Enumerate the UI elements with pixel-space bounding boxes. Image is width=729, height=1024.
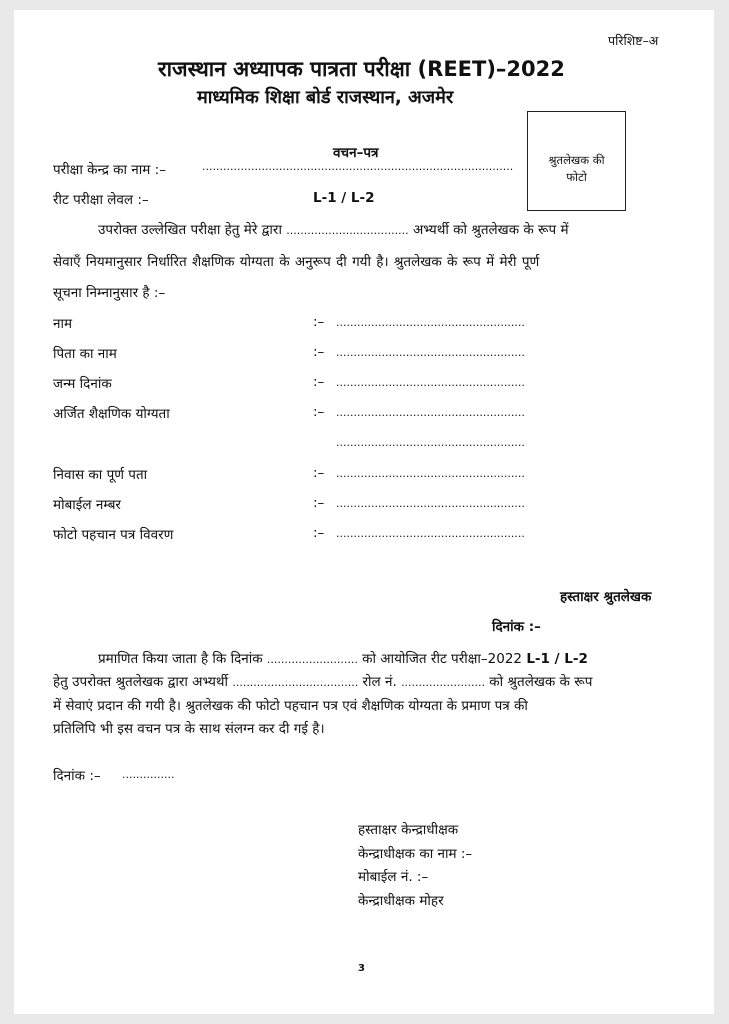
photo-box-line2: फोटो (566, 170, 587, 184)
field-label-name: नाम (53, 316, 73, 332)
field-separator: :– (313, 344, 325, 360)
level-value: L-1 / L-2 (313, 190, 375, 206)
document-subtitle: माध्यमिक शिक्षा बोर्ड राजस्थान, अजमेर (197, 87, 454, 108)
cert-line2-blank-roll: ........................ (401, 676, 485, 689)
cert-line4: प्रतिलिपि भी इस वचन पत्र के साथ संलग्न कर दी गई है। (53, 721, 325, 737)
appendix-label: परिशिष्ट–अ (608, 33, 659, 48)
cert-line2-c: को श्रुतलेखक के रूप (489, 674, 593, 690)
field-separator: :– (313, 374, 325, 390)
superintendent-signature: हस्ताक्षर केन्द्राधीक्षक (358, 822, 459, 838)
field-label-father-name: पिता का नाम (53, 346, 117, 362)
cert-line1-b: को आयोजित रीट परीक्षा–2022 (362, 651, 523, 667)
superintendent-name: केन्द्राधीक्षक का नाम :– (358, 846, 473, 862)
superintendent-mobile: मोबाईल नं. :– (358, 869, 429, 885)
intro-line1-b: अभ्यर्थी को श्रुतलेखक के रूप में (412, 222, 569, 238)
field-blank-dob: ...................................................... (336, 376, 525, 389)
field-label-qualification: अर्जित शैक्षणिक योग्यता (53, 406, 170, 422)
field-label-photo-id: फोटो पहचान पत्र विवरण (53, 527, 174, 543)
field-blank-mobile: ...................................................... (336, 497, 525, 510)
date-blank: ............... (122, 768, 175, 781)
intro-line1-a: उपरोक्त उल्लेखित परीक्षा हेतु मेरे द्वारा (98, 222, 282, 238)
field-blank-name: ...................................................... (336, 316, 525, 329)
document-page (14, 10, 714, 1014)
field-separator: :– (313, 495, 325, 511)
field-separator: :– (313, 404, 325, 420)
center-name-blank: ......................................................................................... (202, 160, 514, 173)
level-label: रीट परीक्षा लेवल :– (53, 192, 149, 208)
field-blank-qualification: ...................................................... (336, 406, 525, 419)
field-label-address: निवास का पूर्ण पता (53, 467, 148, 483)
cert-line1-level: L-1 / L-2 (526, 651, 588, 667)
field-blank-address: ...................................................... (336, 467, 525, 480)
cert-line1-a: प्रमाणित किया जाता है कि दिनांक (98, 651, 263, 667)
intro-line3: सूचना निम्नानुसार है :– (53, 285, 166, 301)
intro-line1-blank: ................................... (286, 224, 409, 237)
center-name-label: परीक्षा केन्द्र का नाम :– (53, 162, 166, 178)
date-label: दिनांक :– (53, 768, 101, 784)
cert-line2-b: रोल नं. (362, 674, 397, 690)
scribe-date-label: दिनांक :– (492, 619, 541, 635)
field-blank-father-name: ...................................................... (336, 346, 525, 359)
superintendent-seal: केन्द्राधीक्षक मोहर (358, 893, 444, 909)
field-label-dob: जन्म दिनांक (53, 376, 112, 392)
scribe-signature-label: हस्ताक्षर श्रुतलेखक (560, 589, 652, 605)
scribe-photo-box (527, 111, 626, 211)
intro-line2: सेवाएँ नियमानुसार निर्धारित शैक्षणिक योग्यता के अनुरूप दी गयी है। श्रुतलेखक के रूप में मेरी पूर्ण (53, 254, 540, 270)
field-label-mobile: मोबाईल नम्बर (53, 497, 121, 513)
field-separator: :– (313, 525, 325, 541)
document-title: राजस्थान अध्यापक पात्रता परीक्षा (REET)–2022 (158, 57, 565, 81)
field-blank-photo-id: ...................................................... (336, 527, 525, 540)
photo-box-line1: श्रुतलेखक की (548, 153, 605, 167)
cert-line2-blank-candidate: .................................... (232, 676, 359, 689)
page-number: 3 (358, 963, 365, 974)
undertaking-heading: वचन–पत्र (333, 145, 379, 161)
cert-line1-blank: .......................... (266, 653, 358, 666)
field-separator: :– (313, 465, 325, 481)
cert-line2-a: हेतु उपरोक्त श्रुतलेखक द्वारा अभ्यर्थी (53, 674, 229, 690)
field-blank-qualification-extra: ...................................................... (336, 436, 525, 449)
cert-line3: में सेवाएं प्रदान की गयी है। श्रुतलेखक की फोटो पहचान पत्र एवं शैक्षणिक योग्यता के प्रमाण पत्र की (53, 698, 528, 714)
field-separator: :– (313, 314, 325, 330)
